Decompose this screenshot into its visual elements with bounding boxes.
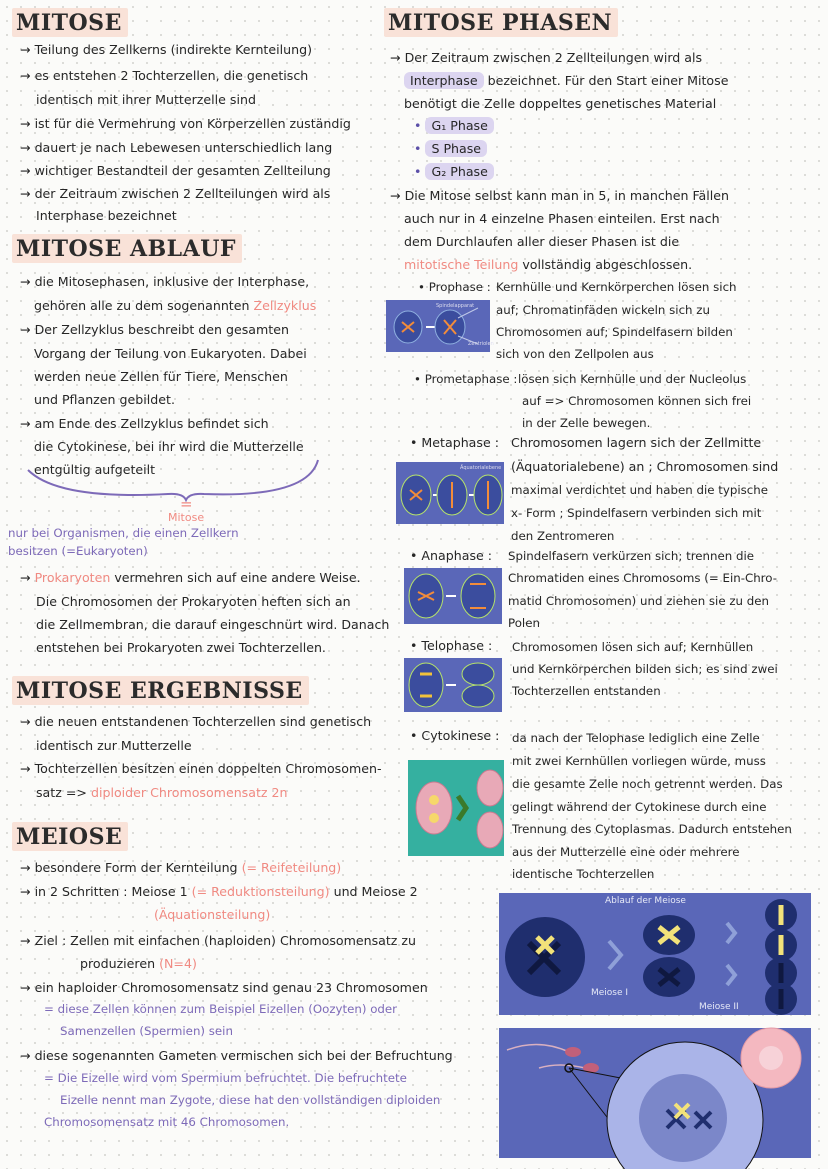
meiose-line: = Die Eizelle wird vom Spermium befruchtet. Die befruchtete <box>44 1071 407 1085</box>
cytokinese-text: gelingt während der Cytokinese durch eine <box>512 800 767 814</box>
mitose-note: Mitose <box>168 511 205 524</box>
note-line: nur bei Organismen, die einen Zellkern <box>8 526 239 540</box>
metaphase-image-label: Äquatorialebene <box>460 465 502 471</box>
prophase-text: sich von den Zellpolen aus <box>496 347 654 361</box>
meiose-line: → besondere Form der Kernteilung (= Reifeteilung) <box>20 860 342 875</box>
phasen-intro: Interphase bezeichnet. Für den Start einer Mitose <box>404 75 728 88</box>
cytokinese-image <box>408 760 504 856</box>
meiose-2-label: Meiose II <box>699 1002 739 1012</box>
ergebnisse-heading: MITOSE ERGEBNISSE <box>12 680 309 702</box>
mitose-bullet: → wichtiger Bestandteil der gesamten Zellteilung <box>20 163 331 178</box>
cytokinese-text: mit zwei Kernhüllen vorliegen würde, muss <box>512 754 766 768</box>
phasen-para: → Die Mitose selbst kann man in 5, in manchen Fällen <box>390 188 729 203</box>
meiose-heading: MEIOSE <box>12 826 128 848</box>
meiose-line: → ein haploider Chromosomensatz sind genau 23 Chromosomen <box>20 980 428 995</box>
cytokinese-text: aus der Mutterzelle eine oder mehrere <box>512 845 740 859</box>
prok-line: entstehen bei Prokaryoten zwei Tochterzellen. <box>36 640 326 655</box>
metaphase-text: x- Form ; Spindelfasern verbinden sich mit <box>511 506 762 520</box>
metaphase-text: den Zentromeren <box>511 529 615 543</box>
phasen-para: mitotische Teilung vollständig abgeschlossen. <box>404 257 693 272</box>
anaphase-text: Chromatiden eines Chromosoms (= Ein-Chro- <box>508 571 777 585</box>
telophase-text: und Kernkörperchen bilden sich; es sind zwei <box>512 662 778 676</box>
ablauf-line: → am Ende des Zellzyklus befindet sich <box>20 416 269 431</box>
meiose-diagram <box>499 893 811 1015</box>
phase-s: • S Phase <box>414 143 487 156</box>
telophase-text: Tochterzellen entstanden <box>512 684 661 698</box>
metaphase-text: Chromosomen lagern sich der Zellmitte <box>511 435 762 450</box>
cytokinese-text: identische Tochterzellen <box>512 867 655 881</box>
mitose-bullet: → es entstehen 2 Tochterzellen, die genetisch <box>20 68 309 83</box>
ablauf-line: die Cytokinese, bei ihr wird die Mutterzelle <box>34 439 304 454</box>
anaphase-label: • Anaphase : <box>410 548 492 563</box>
cytokinese-text: die gesamte Zelle noch getrennt werden. Das <box>512 777 783 791</box>
metaphase-text: (Äquatorialebene) an ; Chromosomen sind <box>511 459 779 474</box>
ablauf-heading: MITOSE ABLAUF <box>12 238 242 260</box>
phasen-para: auch nur in 4 einzelne Phasen einteilen. Erst nach <box>404 211 720 226</box>
meiose-1-label: Meiose I <box>591 988 629 998</box>
prok-line: → Prokaryoten vermehren sich auf eine andere Weise. <box>20 570 361 585</box>
meiose-diagram-title: Ablauf der Meiose <box>605 896 686 906</box>
meiose-line: (Äquationsteilung) <box>154 907 271 922</box>
ergebnis-line: → Tochterzellen besitzen einen doppelten Chromosomen- <box>20 761 382 776</box>
meiose-line: Eizelle nennt man Zygote, diese hat den vollständigen diploiden <box>60 1093 441 1107</box>
prok-line: die Zellmembran, die darauf eingeschnürt wird. Danach <box>36 617 390 632</box>
mitose-bullet: → dauert je nach Lebewesen unterschiedlich lang <box>20 140 333 155</box>
anaphase-text: matid Chromosomen) und ziehen sie zu den <box>508 594 769 608</box>
phasen-intro: benötigt die Zelle doppeltes genetisches Material <box>404 96 717 111</box>
ergebnis-line: satz => diploider Chromosomensatz 2n <box>36 785 288 800</box>
mitose-bullet: → der Zeitraum zwischen 2 Zellteilungen wird als <box>20 186 331 201</box>
equals-sign: = <box>180 495 193 513</box>
brace-icon <box>18 452 328 502</box>
fertilization-image <box>499 1028 811 1158</box>
ablauf-line: entgültig aufgeteilt <box>34 462 156 477</box>
telophase-image <box>404 658 502 712</box>
prok-line: Die Chromosomen der Prokaryoten heften sich an <box>36 594 351 609</box>
mitose-heading: MITOSE <box>12 12 128 34</box>
ergebnis-line: identisch zur Mutterzelle <box>36 738 192 753</box>
prometaphase-text: auf => Chromosomen können sich frei <box>522 394 752 408</box>
phase-g2: • G₂ Phase <box>414 166 494 179</box>
phasen-intro: → Der Zeitraum zwischen 2 Zellteilungen wird als <box>390 50 703 65</box>
meiose-line: Samenzellen (Spermien) sein <box>60 1024 233 1038</box>
metaphase-label: • Metaphase : <box>410 435 499 450</box>
meiose-line: → Ziel : Zellen mit einfachen (haploiden) Chromosomensatz zu <box>20 933 417 948</box>
note-line: besitzen (=Eukaryoten) <box>8 544 148 558</box>
cytokinese-text: Trennung des Cytoplasmas. Dadurch entstehen <box>512 822 792 836</box>
ablauf-line: Vorgang der Teilung von Eukaryoten. Dabei <box>34 346 307 361</box>
ablauf-line: → die Mitosephasen, inklusive der Interphase, <box>20 274 310 289</box>
ergebnis-line: → die neuen entstandenen Tochterzellen sind genetisch <box>20 714 372 729</box>
anaphase-image <box>404 568 502 624</box>
anaphase-text: Spindelfasern verkürzen sich; trennen die <box>508 549 755 563</box>
mitose-bullet-cont: identisch mit ihrer Mutterzelle sind <box>36 92 256 107</box>
prophase-label: • Prophase : <box>418 280 491 294</box>
ablauf-line: und Pflanzen gebildet. <box>34 392 175 407</box>
meiose-line: → diese sogenannten Gameten vermischen sich bei der Befruchtung <box>20 1048 453 1063</box>
metaphase-image <box>396 462 504 524</box>
prophase-image-label: Spindelapparat <box>436 303 475 309</box>
prophase-image <box>386 300 494 352</box>
phasen-heading: MITOSE PHASEN <box>384 12 618 34</box>
prometaphase-text: lösen sich Kernhülle und der Nucleolus <box>518 372 747 386</box>
mitose-bullet: → Teilung des Zellkerns (indirekte Kernteilung) <box>20 42 312 57</box>
prophase-text: auf; Chromatinfäden wickeln sich zu <box>496 303 710 317</box>
ablauf-line: → Der Zellzyklus beschreibt den gesamten <box>20 322 289 337</box>
ablauf-line: werden neue Zellen für Tiere, Menschen <box>34 369 288 384</box>
anaphase-text: Polen <box>508 616 540 630</box>
cytokinese-text: da nach der Telophase lediglich eine Zelle <box>512 731 760 745</box>
cytokinese-label: • Cytokinese : <box>410 728 500 743</box>
mitose-bullet: → ist für die Vermehrung von Körperzellen zuständig <box>20 116 351 131</box>
meiose-line: → in 2 Schritten : Meiose 1 (= Reduktionsteilung) und Meiose 2 <box>20 884 418 899</box>
meiose-line: produzieren (N=4) <box>80 956 197 971</box>
meiose-line: Chromosomensatz mit 46 Chromosomen. <box>44 1115 290 1129</box>
prometaphase-text: in der Zelle bewegen. <box>522 416 651 430</box>
meiose-line: = diese Zellen können zum Beispiel Eizellen (Oozyten) oder <box>44 1002 398 1016</box>
prophase-text: Chromosomen auf; Spindelfasern bilden <box>496 325 733 339</box>
prophase-image-label: Zentriolen <box>468 341 494 347</box>
telophase-label: • Telophase : <box>410 638 493 653</box>
phase-g1: • G₁ Phase <box>414 120 494 133</box>
metaphase-text: maximal verdichtet und haben die typische <box>511 483 768 497</box>
prometaphase-label: • Prometaphase : <box>414 372 518 386</box>
ablauf-line: gehören alle zu dem sogenannten Zellzyklus <box>34 298 317 313</box>
phasen-para: dem Durchlaufen aller dieser Phasen ist die <box>404 234 680 249</box>
telophase-text: Chromosomen lösen sich auf; Kernhüllen <box>512 640 754 654</box>
prophase-text: Kernhülle und Kernkörperchen lösen sich <box>496 280 737 294</box>
mitose-bullet-cont: Interphase bezeichnet <box>36 208 177 223</box>
